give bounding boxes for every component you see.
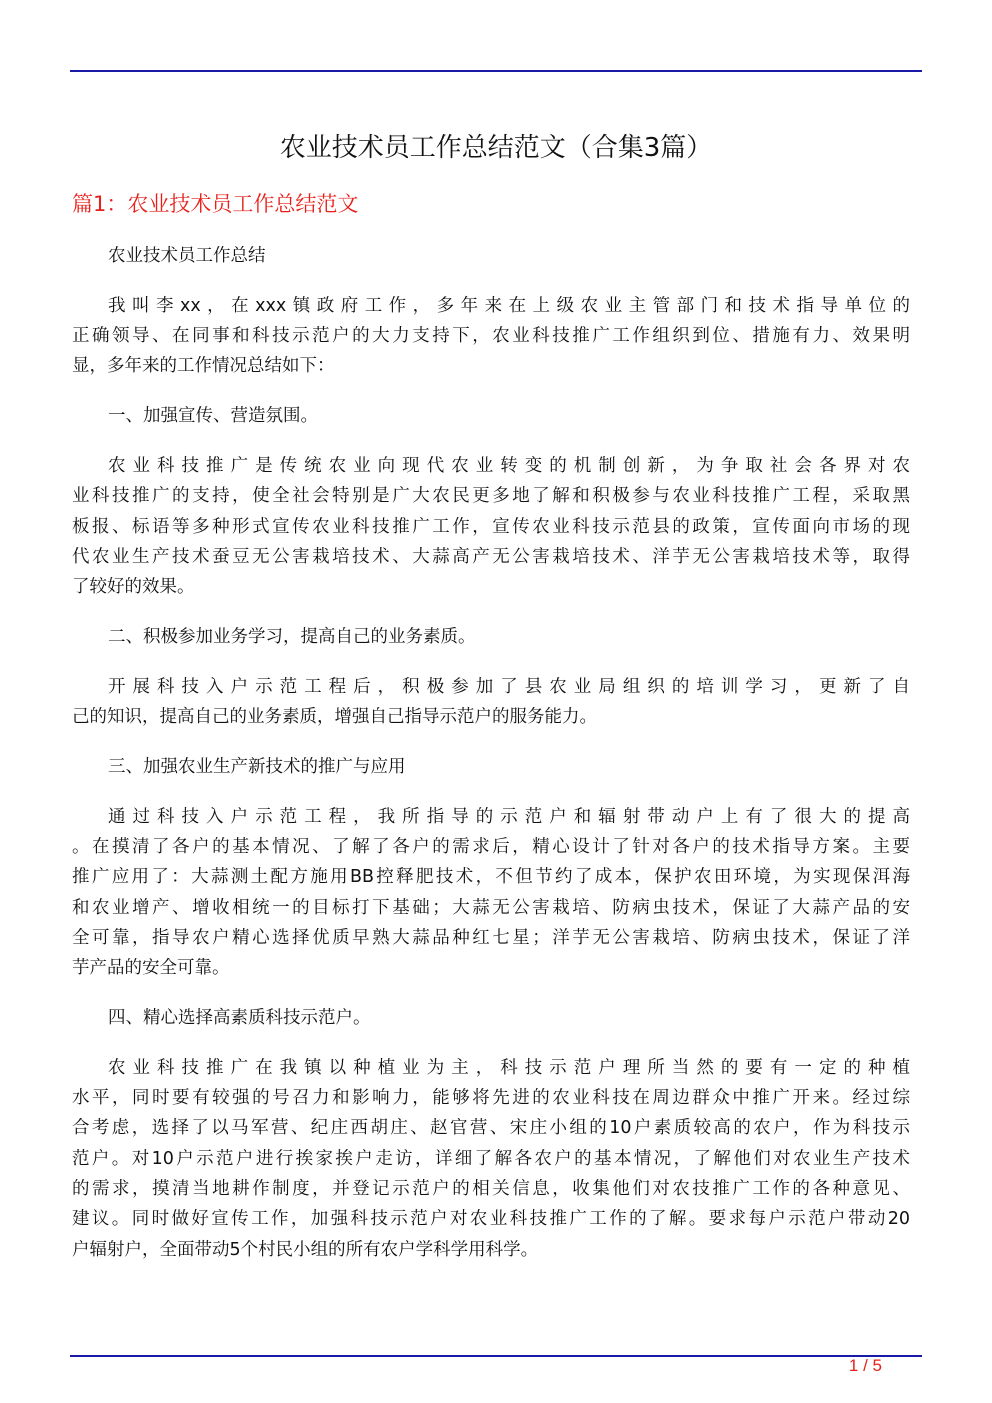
- paragraph-line: 农业科技推广是传统农业向现代农业转变的机制创新，为争取社会各界对农: [108, 455, 910, 476]
- paragraph-line: 了较好的效果。: [72, 577, 195, 598]
- header-rule: [70, 70, 922, 72]
- paragraph: [72, 622, 910, 652]
- paragraph: [72, 241, 910, 271]
- paragraph: [72, 451, 910, 602]
- paragraph-line: 一、加强宣传、营造氛围。: [108, 406, 318, 427]
- paragraph-line: 水平，同时要有较强的号召力和影响力，能够将先进的农业科技在周边群众中推广开来。经过综: [72, 1088, 910, 1109]
- section-heading: 篇1：农业技术员工作总结范文: [72, 192, 359, 216]
- paragraph: [72, 752, 910, 782]
- paragraph-line: 户辐射户，全面带动5个村民小组的所有农户学科学用科学。: [72, 1239, 539, 1260]
- paragraph-line: 我叫李xx，在xxx镇政府工作，多年来在上级农业主管部门和技术指导单位的: [108, 295, 910, 316]
- paragraph: [72, 401, 910, 431]
- footer-rule: [70, 1355, 922, 1357]
- paragraph-line: 代农业生产技术蚕豆无公害栽培技术、大蒜高产无公害栽培技术、洋芋无公害栽培技术等，取得: [72, 546, 910, 567]
- paragraph: [72, 802, 910, 984]
- paragraph-line: 。在摸清了各户的基本情况、了解了各户的需求后，精心设计了针对各户的技术指导方案。主要: [72, 836, 910, 857]
- page-number: 1 / 5: [848, 1356, 882, 1375]
- paragraph-line: 显，多年来的工作情况总结如下：: [72, 356, 335, 377]
- document-title: 农业技术员工作总结范文（合集3篇）: [279, 133, 713, 163]
- paragraph: [72, 1053, 910, 1265]
- paragraph-line: 的需求，摸清当地耕作制度，并登记示范户的相关信息，收集他们对农技推广工作的各种意见、: [72, 1178, 910, 1199]
- paragraph-line: 己的知识，提高自己的业务素质，增强自己指导示范户的服务能力。: [72, 707, 597, 728]
- paragraph-line: 开展科技入户示范工程后，积极参加了县农业局组织的培训学习，更新了自: [108, 676, 910, 697]
- paragraph-line: 范户。对10户示范户进行挨家挨户走访，详细了解各农户的基本情况，了解他们对农业生产技术: [72, 1148, 910, 1169]
- paragraph-line: 合考虑，选择了以马军营、纪庄西胡庄、赵官营、宋庄小组的10户素质较高的农户，作为科技示: [72, 1118, 910, 1139]
- paragraph-line: 通过科技入户示范工程，我所指导的示范户和辐射带动户上有了很大的提高: [108, 806, 910, 827]
- paragraph-line: 四、精心选择高素质科技示范户。: [108, 1007, 371, 1028]
- paragraph: [72, 672, 910, 733]
- paragraph-line: 正确领导、在同事和科技示范户的大力支持下，农业科技推广工作组织到位、措施有力、效果明: [72, 326, 910, 347]
- paragraph: [72, 291, 910, 382]
- paragraph-line: 板报、标语等多种形式宣传农业科技推广工作，宣传农业科技示范县的政策，宣传面向市场的现: [72, 516, 910, 537]
- paragraph-line: 三、加强农业生产新技术的推广与应用: [108, 756, 406, 777]
- paragraph-line: 推广应用了：大蒜测土配方施用BB控释肥技术，不但节约了成本，保护农田环境，为实现保洱海: [72, 867, 910, 888]
- paragraph-line: 和农业增产、增收相统一的目标打下基础；大蒜无公害栽培、防病虫技术，保证了大蒜产品的安: [72, 897, 910, 918]
- paragraph-line: 农业技术员工作总结: [108, 246, 266, 266]
- paragraph-line: 建议。同时做好宣传工作，加强科技示范户对农业科技推广工作的了解。要求每户示范户带动20: [72, 1209, 910, 1230]
- paragraph-line: 全可靠，指导农户精心选择优质早熟大蒜品种红七星；洋芋无公害栽培、防病虫技术，保证了洋: [72, 927, 910, 948]
- paragraph-line: 业科技推广的支持，使全社会特别是广大农民更多地了解和积极参与农业科技推广工程，采取黑: [72, 486, 910, 507]
- paragraph-line: 芋产品的安全可靠。: [72, 958, 230, 979]
- paragraph-line: 农业科技推广在我镇以种植业为主，科技示范户理所当然的要有一定的种植: [108, 1057, 910, 1078]
- paragraph: [72, 1003, 910, 1033]
- paragraph-line: 二、积极参加业务学习，提高自己的业务素质。: [108, 626, 476, 647]
- document-body: [72, 241, 910, 1284]
